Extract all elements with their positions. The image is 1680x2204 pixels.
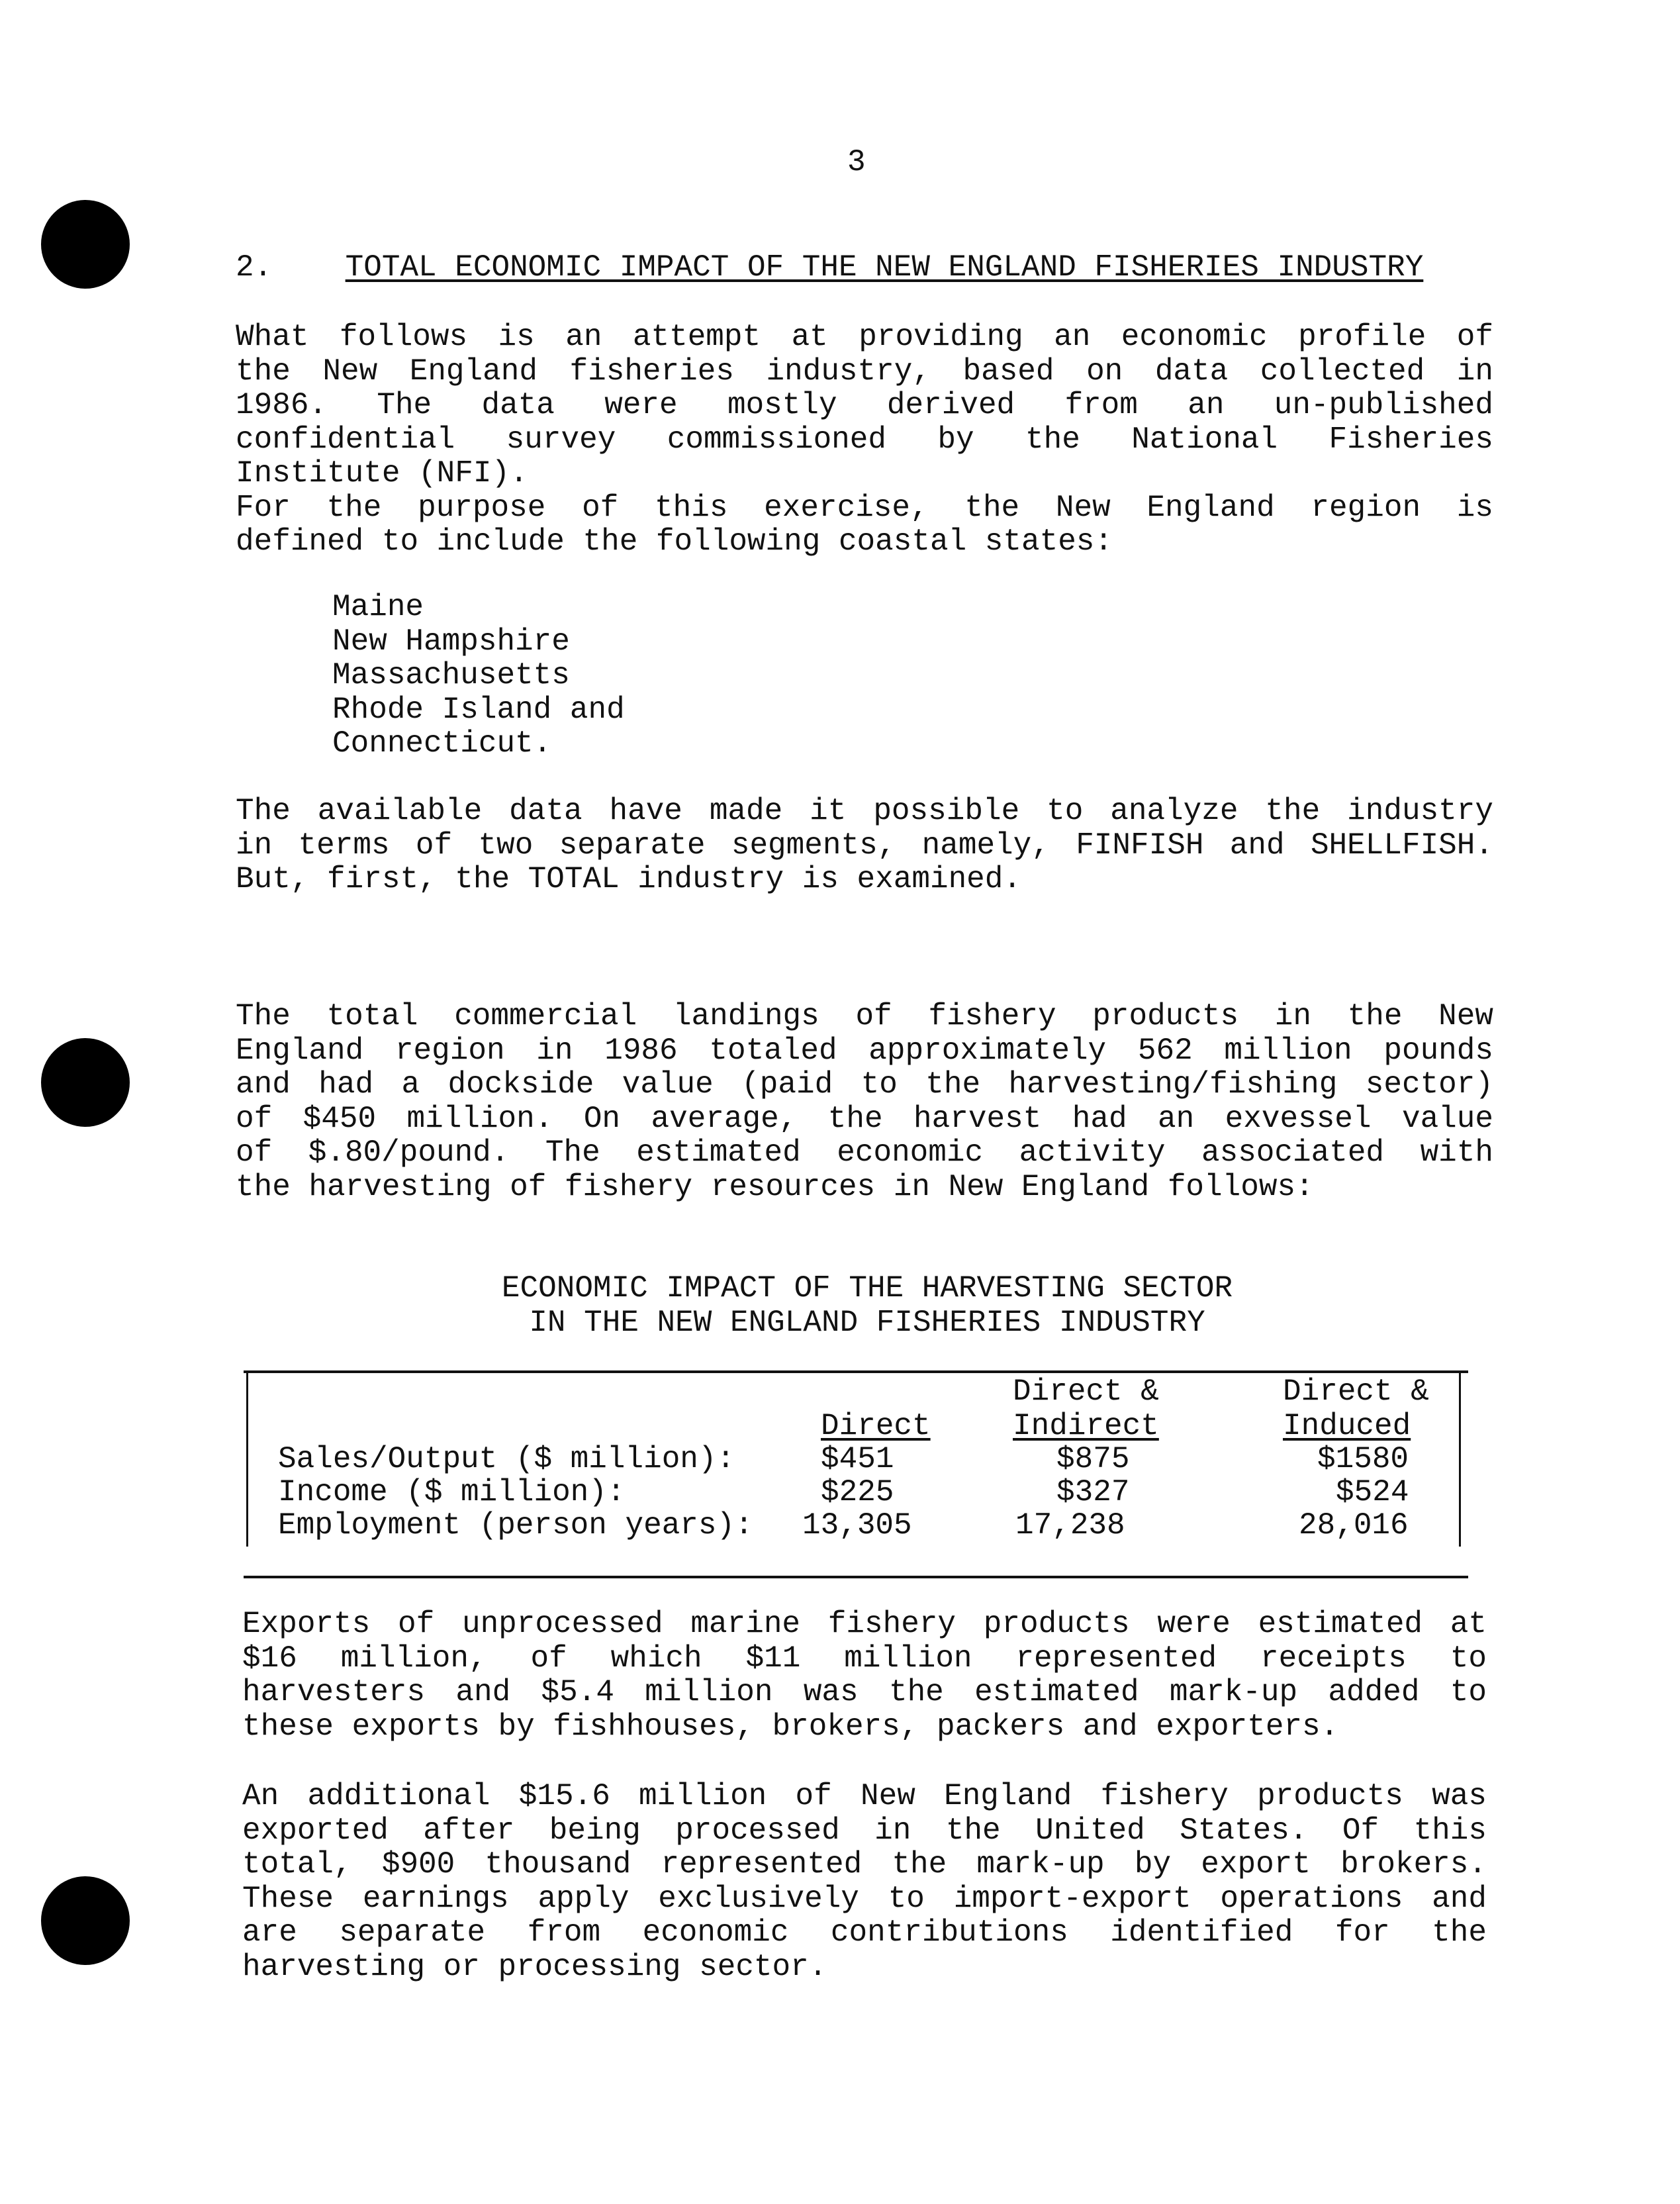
list-item: Maine — [332, 590, 424, 624]
cell-employment-indirect: 17,238 — [1015, 1508, 1125, 1543]
cell-income-direct: $225 — [821, 1475, 894, 1509]
text-line: of $450 million. On average, the harvest had an exvessel value — [236, 1101, 1493, 1136]
binder-hole-middle — [41, 1038, 130, 1127]
header-direct-indirect-bottom: Indirect — [1013, 1409, 1159, 1443]
cell-employment-direct: 13,305 — [802, 1508, 912, 1543]
text-line: are separate from economic contributions identified for the — [242, 1915, 1487, 1950]
row-label-income: Income ($ million): — [278, 1475, 626, 1509]
list-item: Massachusetts — [332, 658, 570, 693]
text-line: harvesters and $5.4 million was the estimated mark-up added to — [242, 1675, 1487, 1709]
text-line: For the purpose of this exercise, the New England region is — [236, 490, 1493, 525]
table-caption — [397, 1271, 1337, 1340]
text-line: These earnings apply exclusively to import-export operations and — [242, 1881, 1487, 1916]
header-direct-indirect-top: Direct & — [1013, 1374, 1159, 1409]
text-line: The total commercial landings of fishery products in the New — [236, 999, 1493, 1033]
table-caption-line: IN THE NEW ENGLAND FISHERIES INDUSTRY — [529, 1306, 1205, 1340]
section-heading — [236, 250, 1423, 285]
intro-paragraph — [236, 320, 1493, 559]
text-line: But, first, the TOTAL industry is examined. — [236, 862, 1021, 896]
header-direct-induced-top: Direct & — [1283, 1374, 1429, 1409]
row-label-employment: Employment (person years): — [278, 1508, 753, 1543]
text-line: and had a dockside value (paid to the harvesting/fishing sector) — [236, 1067, 1493, 1102]
page-number: 3 — [847, 145, 866, 179]
table-left-rule — [246, 1370, 248, 1547]
states-list — [332, 591, 625, 761]
table-right-rule — [1459, 1370, 1461, 1547]
text-line: exported after being processed in the United States. Of this — [242, 1813, 1487, 1848]
header-direct-induced-bottom: Induced — [1283, 1409, 1411, 1443]
row-label-sales: Sales/Output ($ million): — [278, 1442, 735, 1476]
table-caption-line: ECONOMIC IMPACT OF THE HARVESTING SECTOR — [501, 1271, 1233, 1306]
additional-paragraph — [242, 1780, 1487, 1984]
text-line: of $.80/pound. The estimated economic activity associated with — [236, 1135, 1493, 1170]
text-line: 1986. The data were mostly derived from an un-published — [236, 388, 1493, 422]
table-top-rule — [244, 1370, 1468, 1373]
section-title: TOTAL ECONOMIC IMPACT OF THE NEW ENGLAND FISHERIES INDUSTRY — [345, 250, 1424, 285]
cell-sales-indirect: $875 — [1056, 1442, 1130, 1476]
text-line: An additional $15.6 million of New England fishery products was — [242, 1779, 1487, 1813]
table-bottom-rule — [244, 1576, 1468, 1578]
text-line: The available data have made it possible to analyze the industry — [236, 794, 1493, 828]
text-line: Exports of unprocessed marine fishery products were estimated at — [242, 1607, 1487, 1641]
cell-employment-induced: 28,016 — [1299, 1508, 1409, 1543]
list-item: Rhode Island and — [332, 692, 625, 727]
text-line: these exports by fishhouses, brokers, packers and exporters. — [242, 1709, 1339, 1744]
binder-hole-bottom — [41, 1876, 130, 1965]
exports-paragraph — [242, 1607, 1487, 1744]
text-line: England region in 1986 totaled approximately 562 million pounds — [236, 1033, 1493, 1068]
text-line: the harvesting of fishery resources in New England follows: — [236, 1169, 1314, 1204]
section-number: 2. — [236, 250, 273, 285]
cell-sales-induced: $1580 — [1317, 1442, 1409, 1476]
text-line: in terms of two separate segments, namely, FINFISH and SHELLFISH. — [236, 828, 1493, 863]
segments-paragraph — [236, 794, 1493, 897]
text-line: Institute (NFI). — [236, 456, 528, 491]
landings-paragraph — [236, 1000, 1493, 1204]
text-line: defined to include the following coastal states: — [236, 524, 1113, 559]
text-line: confidential survey commissioned by the National Fisheries — [236, 422, 1493, 457]
text-line: the New England fisheries industry, based on data collected in — [236, 354, 1493, 389]
text-line: What follows is an attempt at providing an economic profile of — [236, 320, 1493, 354]
binder-hole-top — [41, 200, 130, 289]
text-line: total, $900 thousand represented the mark-up by export brokers. — [242, 1847, 1487, 1882]
text-line: $16 million, of which $11 million represented receipts to — [242, 1641, 1487, 1676]
list-item: New Hampshire — [332, 624, 570, 659]
list-item: Connecticut. — [332, 726, 552, 761]
cell-income-indirect: $327 — [1056, 1475, 1130, 1509]
header-direct: Direct — [821, 1409, 931, 1443]
cell-sales-direct: $451 — [821, 1442, 894, 1476]
cell-income-induced: $524 — [1336, 1475, 1409, 1509]
text-line: harvesting or processing sector. — [242, 1949, 827, 1984]
